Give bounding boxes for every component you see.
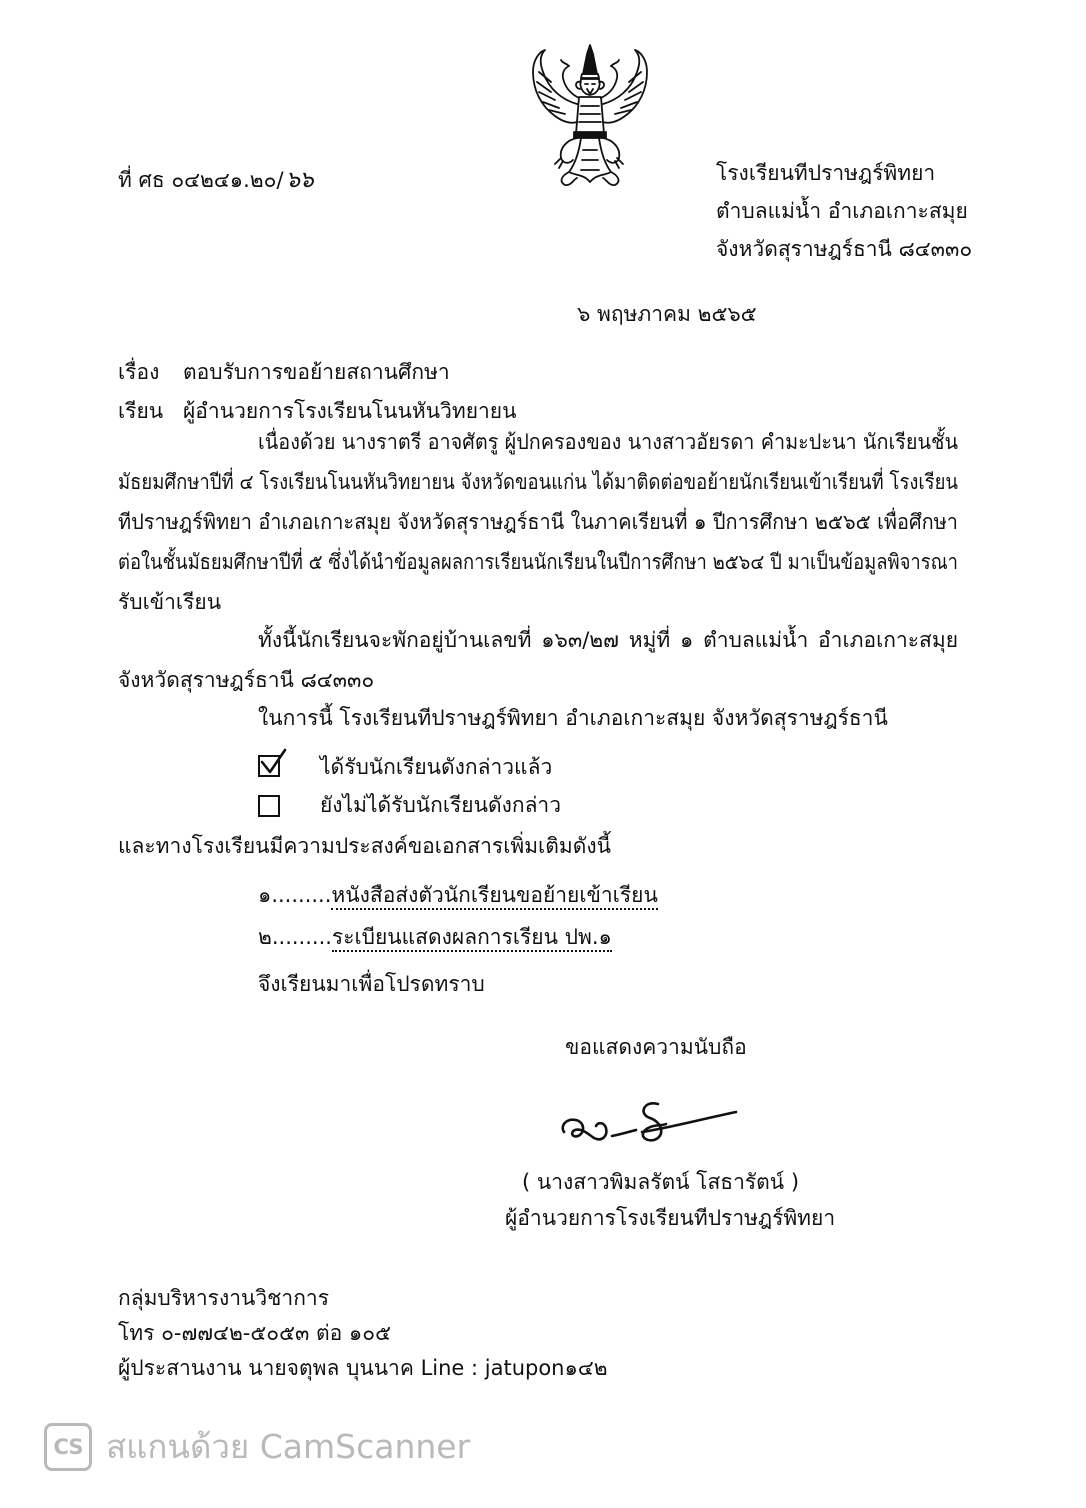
document-item-1 [258, 880, 658, 910]
reference-printed: ที่ ศธ ๐๔๒๔๑.๒๐/ [118, 168, 284, 192]
closing-sentence: จึงเรียนมาเพื่อโปรดทราบ [258, 972, 485, 996]
sender-province: จังหวัดสุราษฎร์ธานี ๘๔๓๓๐ [716, 237, 973, 261]
signer-position: ผู้อำนวยการโรงเรียนทีปราษฎร์พิทยา [505, 1206, 836, 1230]
letter-date: ๖ พฤษภาคม ๒๕๖๕ [577, 302, 757, 326]
body-paragraph-1-line: รับเข้าเรียน [118, 590, 222, 614]
body-paragraph-2-line: จังหวัดสุราษฎร์ธานี ๘๔๓๓๐ [118, 668, 375, 692]
option-checkbox-received [258, 755, 280, 777]
body-paragraph-1-line: ทีปราษฎร์พิทยา อำเภอเกาะสมุย จังหวัดสุราษฎร์ธานี ในภาคเรียนที่ ๑ ปีการศึกษา ๒๕๖๕ เพื่อศึกษา [118, 510, 958, 534]
request-intro: และทางโรงเรียนมีความประสงค์ขอเอกสารเพิ่มเติมดังนี้ [118, 834, 611, 858]
option-checkbox-not-received [258, 795, 280, 817]
checkmark-icon [258, 748, 288, 778]
document-item-text: หนังสือส่งตัวนักเรียนขอย้ายเข้าเรียน [331, 883, 657, 910]
signer-name: ( นางสาวพิมลรัตน์ โสธารัตน์ ) [522, 1170, 800, 1194]
option-label-not-received: ยังไม่ได้รับนักเรียนดังกล่าว [320, 793, 562, 817]
camscanner-watermark-text: สแกนด้วย CamScanner [106, 1427, 471, 1466]
reference-handwritten: ๖๖ [285, 167, 313, 193]
subject-text: ตอบรับการขอย้ายสถานศึกษา [183, 360, 450, 384]
reference-number [118, 165, 313, 195]
footer-coordinator: ผู้ประสานงาน นายจตุพล บุนนาค Line : jatupon๑๔๒ [118, 1356, 608, 1380]
footer-phone: โทร ๐-๗๗๔๒-๕๐๕๓ ต่อ ๑๐๕ [118, 1321, 391, 1345]
sender-school-name: โรงเรียนทีปราษฎร์พิทยา [716, 161, 936, 185]
salutation: ขอแสดงความนับถือ [565, 1035, 747, 1059]
signature-icon [558, 1092, 743, 1154]
document-item-text: ระเบียนแสดงผลการเรียน ปพ.๑ [332, 925, 612, 952]
handwritten-signature [558, 1092, 743, 1154]
document-item-2 [258, 922, 612, 952]
subject-label: เรื่อง [118, 360, 160, 384]
option-label-received: ได้รับนักเรียนดังกล่าวแล้ว [320, 755, 553, 779]
sender-subdistrict: ตำบลแม่น้ำ อำเภอเกาะสมุย [716, 199, 968, 223]
body-paragraph-1-line: ต่อในชั้นมัธยมศึกษาปีที่ ๕ ซึ่งได้นำข้อมูลผลการเรียนนักเรียนในปีการศึกษา ๒๕๖๔ ปี มาเป็นข้อมูลพิจารณา [118, 550, 958, 574]
document-item-number: ๒......... [258, 925, 332, 949]
body-paragraph-1-line: เนื่องด้วย นางราตรี อาจศัตรู ผู้ปกครองของ นางสาวอัยรดา คำมะปะนา นักเรียนชั้น [258, 430, 958, 454]
garuda-emblem-icon [525, 42, 655, 187]
body-paragraph-2-line: ทั้งนี้นักเรียนจะพักอยู่บ้านเลขที่ ๑๖๓/๒๗ หมู่ที่ ๑ ตำบลแม่น้ำ อำเภอเกาะสมุย [258, 628, 958, 652]
garuda-emblem [525, 42, 655, 187]
document-item-number: ๑......... [258, 883, 332, 907]
recipient-text: ผู้อำนวยการโรงเรียนโนนหันวิทยายน [183, 399, 517, 423]
recipient-label: เรียน [118, 399, 164, 423]
body-paragraph-3: ในการนี้ โรงเรียนทีปราษฎร์พิทยา อำเภอเกาะสมุย จังหวัดสุราษฎร์ธานี [258, 706, 888, 730]
footer-department: กลุ่มบริหารงานวิชาการ [118, 1286, 329, 1310]
body-paragraph-1-line: มัธยมศึกษาปีที่ ๔ โรงเรียนโนนหันวิทยายน จังหวัดขอนแก่น ได้มาติดต่อขอย้ายนักเรียนเข้าเรียนที่ โรงเรียน [118, 470, 958, 494]
camscanner-logo: CS [44, 1423, 92, 1471]
